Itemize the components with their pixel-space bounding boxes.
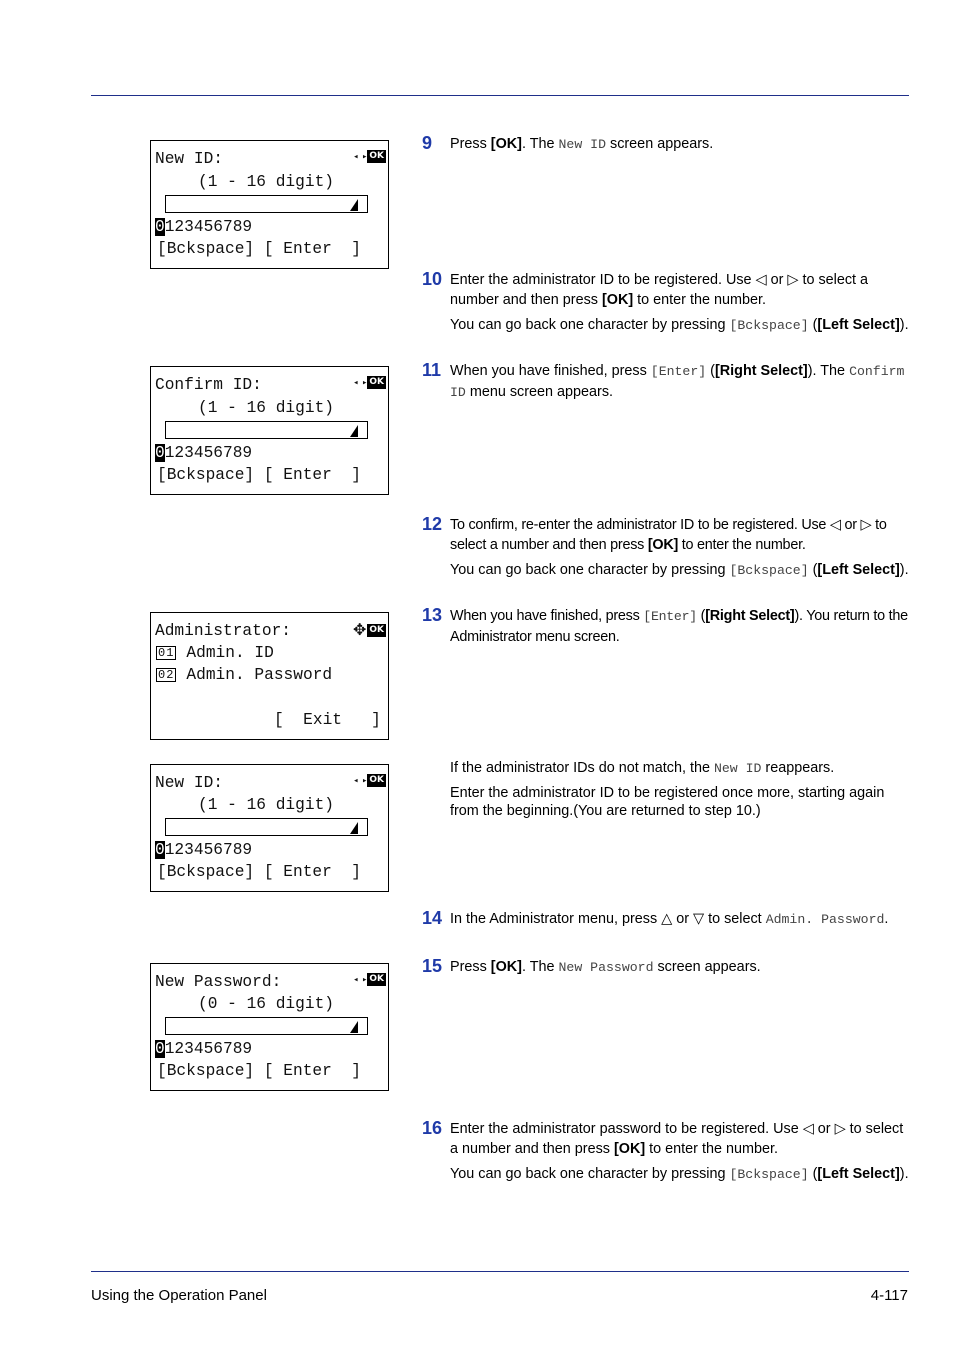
nav-indicator: [353, 774, 386, 787]
footer-page-number: 4-117: [870, 1287, 908, 1304]
lcd-digits: [155, 218, 252, 236]
step-10-text: Enter the administrator ID to be registered. Use ◁ or ▷ to select a number and then press [OK] to enter the number.: [450, 272, 869, 308]
nav-indicator: [353, 973, 386, 986]
step-number: 16: [422, 1118, 443, 1138]
lcd-softkeys: [ Exit ]: [274, 711, 381, 729]
input-level-icon: [350, 425, 358, 437]
step-15-text: Press [OK]. The New Password screen appears.: [450, 959, 761, 975]
header-rule: [91, 95, 909, 96]
step-number: 9: [422, 133, 433, 153]
lcd-title: New ID:: [155, 150, 223, 168]
step-11-text: When you have finished, press [Enter] ([Right Select]). The Confirm ID menu screen appears.: [450, 363, 905, 400]
digit-row: 123456789: [164, 1040, 253, 1058]
left-right-arrows-icon: ◂ ▸: [353, 974, 367, 985]
lcd-confirm-id-screen: [150, 366, 389, 495]
lcd-digits: [155, 1040, 252, 1058]
nav-indicator: [353, 376, 386, 389]
step-number: 13: [422, 605, 443, 625]
digit-row: 123456789: [164, 841, 253, 859]
digit-row: 123456789: [164, 444, 253, 462]
ok-key-icon: OK: [369, 624, 384, 635]
menu-item-admin-password: 02 Admin. Password: [158, 666, 333, 684]
lcd-range: (1 - 16 digit): [198, 796, 334, 814]
input-bar: [165, 818, 368, 836]
mismatch-note: If the administrator IDs do not match, the New ID reappears.: [450, 760, 835, 776]
step-13-text: When you have finished, press [Enter] ([Right Select]). You return to the Administrator menu screen.: [450, 608, 908, 645]
step-number: 12: [422, 514, 443, 534]
lcd-title: Confirm ID:: [155, 376, 262, 394]
mismatch-instructions: Enter the administrator ID to be registered once more, starting again from the beginning.(You are returned to step 10.): [450, 785, 885, 819]
digit-cursor: 0: [155, 444, 165, 462]
lcd-digits: [155, 444, 252, 462]
ok-key-icon: OK: [369, 775, 384, 785]
input-level-icon: [350, 1021, 358, 1033]
step-number: 10: [422, 269, 443, 289]
step-number: 11: [422, 360, 442, 380]
lcd-range: (0 - 16 digit): [198, 995, 334, 1013]
step-14-text: In the Administrator menu, press △ or ▽ to select Admin. Password.: [450, 911, 889, 927]
lcd-new-id-screen-repeat: [150, 764, 389, 892]
input-bar: [165, 195, 368, 213]
nav-indicator: [353, 622, 386, 638]
lcd-softkeys: [Bckspace] [ Enter ]: [157, 466, 361, 484]
lcd-range: (1 - 16 digit): [198, 173, 334, 191]
digit-cursor: 0: [155, 218, 165, 236]
digit-row: 123456789: [164, 218, 253, 236]
footer-rule: [91, 1271, 909, 1272]
lcd-new-id-screen: [150, 140, 389, 269]
step-12-note: You can go back one character by pressing [Bckspace] ([Left Select]).: [450, 562, 909, 578]
digit-cursor: 0: [155, 1040, 165, 1058]
step-16-note: You can go back one character by pressing [Bckspace] ([Left Select]).: [450, 1166, 909, 1182]
step-10-note: You can go back one character by pressing [Bckspace] ([Left Select]).: [450, 317, 909, 333]
lcd-softkeys: [Bckspace] [ Enter ]: [157, 1062, 361, 1080]
lcd-digits: [155, 841, 252, 859]
step-12-text: To confirm, re-enter the administrator ID to be registered. Use ◁ or ▷ to select a number and then press [OK] to enter the number.: [450, 517, 887, 553]
step-16-text: Enter the administrator password to be registered. Use ◁ or ▷ to select a number and then press [OK] to enter the number.: [450, 1121, 904, 1157]
lcd-new-password-screen: [150, 963, 389, 1091]
ok-key-icon: OK: [369, 151, 384, 161]
lcd-softkeys: [Bckspace] [ Enter ]: [157, 240, 361, 258]
lcd-range: (1 - 16 digit): [198, 399, 334, 417]
step-number: 15: [422, 956, 443, 976]
ok-key-icon: OK: [369, 377, 384, 387]
ok-key-icon: OK: [369, 974, 384, 984]
left-right-arrows-icon: ◂ ▸: [353, 151, 367, 162]
four-way-arrows-icon: ✥: [352, 620, 367, 639]
step-9-text: Press [OK]. The New ID screen appears.: [450, 136, 714, 152]
input-level-icon: [350, 199, 358, 211]
digit-cursor: 0: [155, 841, 165, 859]
step-number: 14: [422, 908, 443, 928]
lcd-title: New ID:: [155, 774, 223, 792]
menu-number-icon: 01: [158, 646, 175, 660]
input-bar: [165, 1017, 368, 1035]
lcd-title: New Password:: [155, 973, 282, 991]
lcd-administrator-menu: [150, 612, 389, 740]
menu-number-icon: 02: [158, 668, 175, 682]
input-level-icon: [350, 822, 358, 834]
left-right-arrows-icon: ◂ ▸: [353, 775, 367, 786]
lcd-title: Administrator:: [155, 622, 291, 640]
footer-section-title: Using the Operation Panel: [91, 1287, 267, 1304]
input-bar: [165, 421, 368, 439]
nav-indicator: [353, 150, 386, 163]
menu-item-admin-id: 01 Admin. ID: [158, 644, 274, 662]
left-right-arrows-icon: ◂ ▸: [353, 377, 367, 388]
lcd-softkeys: [Bckspace] [ Enter ]: [157, 863, 361, 881]
